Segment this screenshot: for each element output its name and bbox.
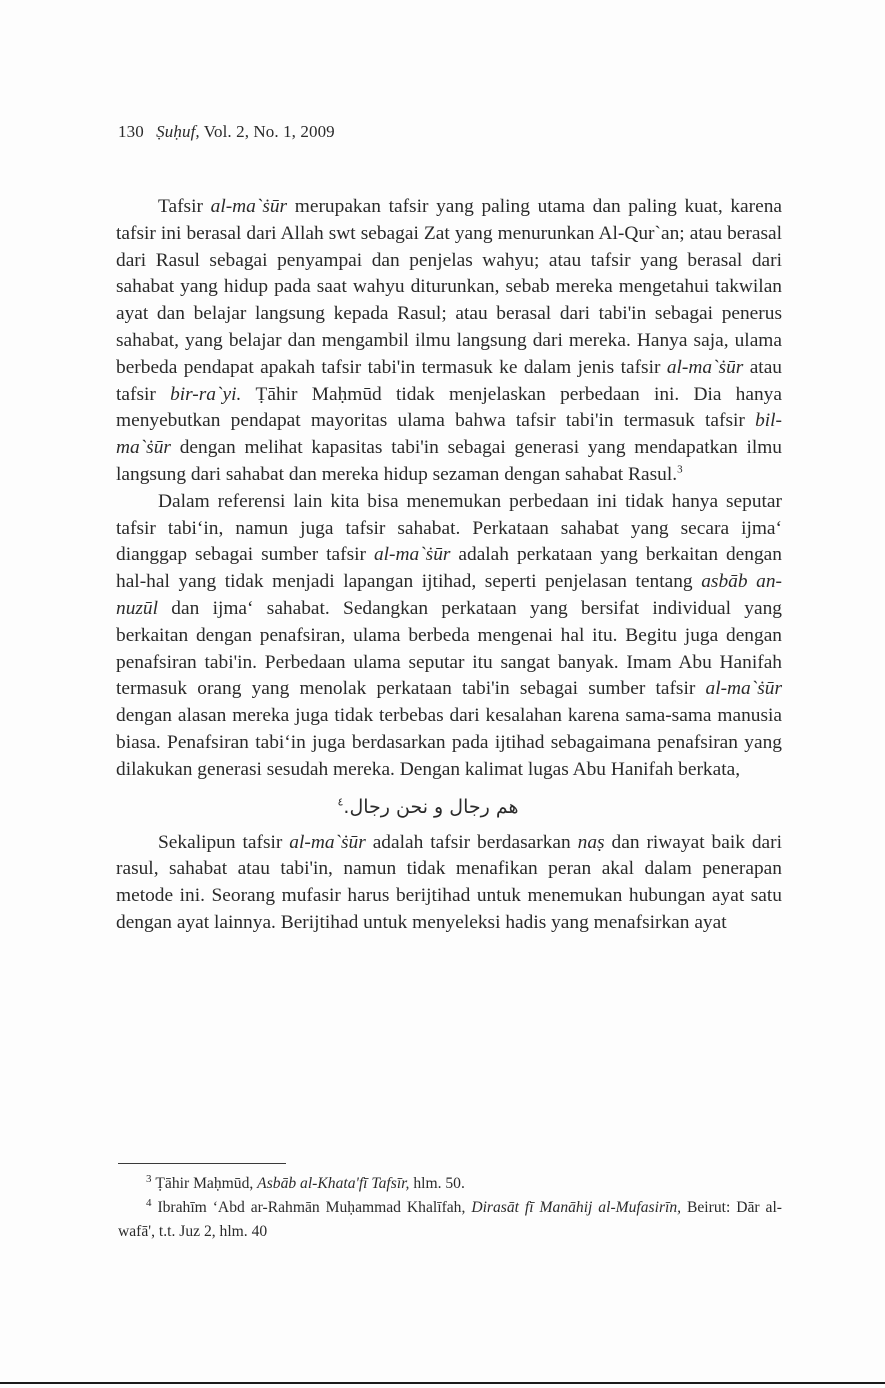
- scan-edge-line: [0, 1382, 885, 1384]
- page-number: 130: [118, 122, 144, 141]
- journal-name: Ṣuḥuf,: [156, 122, 200, 141]
- paragraph-3: Sekalipun tafsir al-ma`ṡūr adalah tafsir berdasarkan naṣ dan riwayat baik dari rasul, sahabat atau tabi'in, namun tidak menafikan peran akal dalam penerapan metode ini. Seorang mufasir harus berijtihad untuk menemukan hubungan ayat satu dengan ayat lainnya. Berijtihad untuk menyeleksi hadis yang menafsirkan ayat: [116, 831, 783, 933]
- paragraph-2: Dalam referensi lain kita bisa menemukan perbedaan ini tidak hanya seputar tafsir tabi‘in, namun juga tafsir sahabat. Perkataan sahabat yang secara ijma‘ dianggap sebagai sumber tafsir al-ma`ṡūr adalah perkataan yang berkaitan dengan hal-hal yang tidak menjadi lapangan ijtihad, seperti penjelasan tentang asbāb an-nuzūl dan ijma‘ sahabat. Sedangkan perkataan yang bersifat individual yang berkaitan dengan penafsiran, ulama berbeda mengenai hal itu. Begitu juga dengan penafsiran tabi'in. Perbedaan ulama seputar itu sangat banyak. Imam Abu Hanifah termasuk orang yang menolak perkataan tabi'in sebagai sumber tafsir al-ma`ṡūr dengan alasan mereka juga tidak terbebas dari kesalahan karena sama-sama manusia biasa. Penafsiran tabi‘in juga berdasarkan pada ijtihad sebagaimana penafsiran yang dilakukan generasi sesudah mereka. Dengan kalimat lugas Abu Hanifah berkata,: [116, 490, 782, 780]
- footnote-3: $^3$ Ṭāhir Maḥmūd, Asbāb al-Khata'fī Tafsīr, hlm. 50.: [146, 1172, 465, 1192]
- footnote-divider: [118, 1163, 286, 1164]
- arabic-quote: هم رجال و نحن رجال.$^٤$: [337, 795, 519, 818]
- journal-volume: Vol. 2, No. 1, 2009: [203, 122, 335, 141]
- running-header: [118, 122, 335, 142]
- footnote-ref-4[interactable]: ٤: [337, 795, 344, 809]
- footnote-ref-3[interactable]: 3: [677, 463, 683, 476]
- paragraph-1: Tafsir al-ma`ṡūr merupakan tafsir yang paling utama dan paling kuat, karena tafsir ini berasal dari Allah swt sebagai Zat yang menurunkan Al-Qur`an; atau berasal dari Rasul sebagai penyampai dan penjelas wahyu; atau tafsir yang berasal dari sahabat yang hidup pada saat wahyu diturunkan, sebab mereka mengetahui takwilan ayat dan belajar langsung kepada Rasul; atau berasal dari tabi'in sebagai penerus sahabat, yang belajar dan mengambil ilmu langsung dari mereka. Hanya saja, ulama berbeda pendapat apakah tafsir tabi'in termasuk ke dalam jenis tafsir al-ma`ṡūr atau tafsir bir-ra`yi. Ṭāhir Maḥmūd tidak menjelaskan perbedaan ini. Dia hanya menyebutkan pendapat mayoritas ulama bahwa tafsir tabi'in termasuk tafsir bil-ma`ṡūr dengan melihat kapasitas tabi'in sebagai generasi yang mendapatkan ilmu langsung dari sahabat dan mereka hidup sezaman dengan sahabat Rasul.$^3$: [116, 196, 783, 485]
- footnote-4: $^4$ Ibrahīm ‘Abd ar-Rahmān Muḥammad Khalīfah, Dirasāt fī Manāhij al-Mufasirīn, Beirut: Dār al-wafā', t.t. Juz 2, hlm. 40: [118, 1196, 782, 1240]
- body-text: [116, 194, 782, 937]
- footnotes: [118, 1172, 782, 1244]
